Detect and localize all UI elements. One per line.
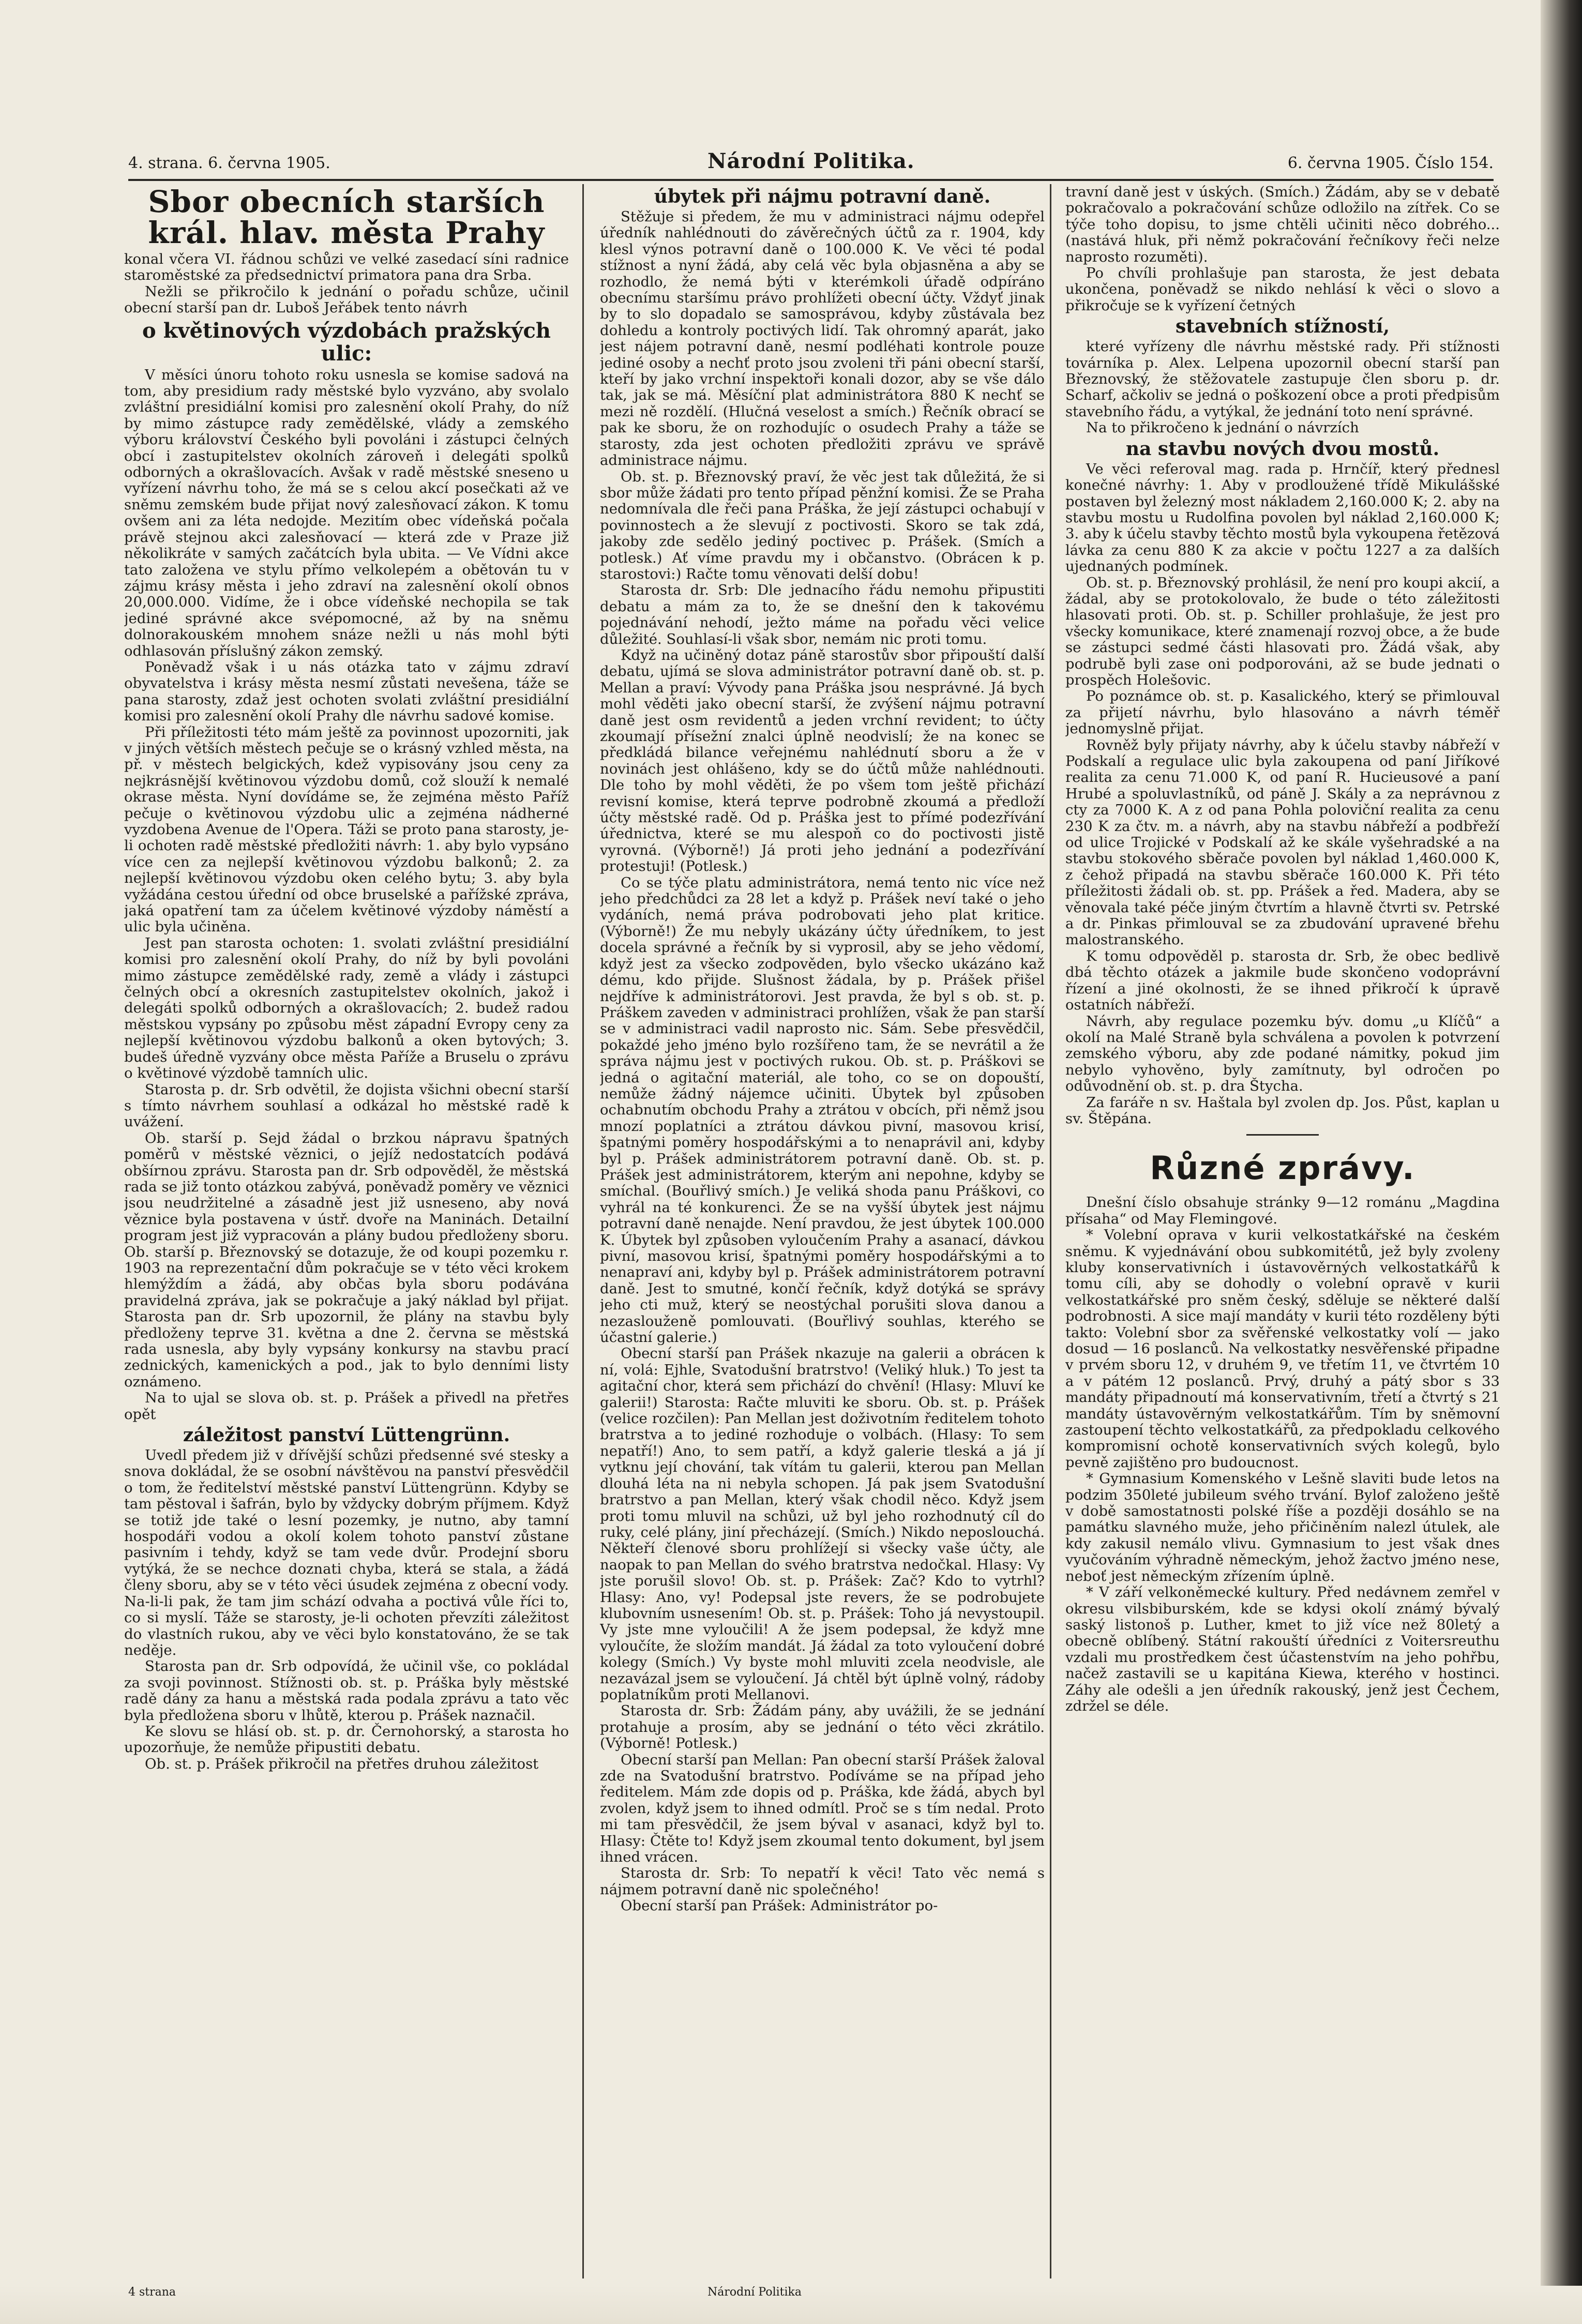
paragraph: Jest pan starosta ochoten: 1. svolati zvláštní presidiální komisi pro zalesnění okolí Prahy, do níž by byli povoláni mimo zástupce zemědělské rady, země a vlády i zástupci čelných obcí a okresních zastupitelstev okolních, jakož i delegáti spolků odborných a okrašlovacích; 2. budež radou městskou vypsány po způsobu měst západní Evropy ceny za nejlepší květinovou výzdobu balkonů a oken bytových; 3. budeš úředně vyzvány obce města Paříže a Bruselu o zprávu o květinové výzdobě tamních ulic. bbox=[124, 934, 569, 1082]
page-edge-shadow bbox=[1541, 0, 1582, 2324]
paragraph: Ob. st. p. Prášek přikročil na přetřes druhou záležitost bbox=[145, 1755, 539, 1772]
paragraph: Starosta p. dr. Srb odvětil, že dojista všichni obecní starší s tímto návrhem souhlasí a odkázal ho městské radě k uvážení. bbox=[124, 1081, 569, 1130]
paragraph: Na to ujal se slova ob. st. p. Prášek a přivedl na přetřes opět bbox=[124, 1390, 569, 1423]
page-footer bbox=[128, 2286, 1494, 2306]
paragraph: Starosta pan dr. Srb odpovídá, že učinil vše, co pokládal za svoji povinnost. Stížnosti ob. st. p. Práška byly městské radě dány za hanu a městská rada podala zprávu a tato věc byla předložena sboru v lhůtě, kterou p. Prášek naznačil. bbox=[124, 1658, 569, 1724]
paragraph: travní daně jest v úských. (Smích.) Žádám, aby se v debatě pokračovalo a pokračování schůze odložilo na zítřek. Co se týče toho dopisu, to jsme chtěli učiniti něco dobrého... (nastává hluk, při němž pokračování řečníkovy řeči nelze naprosto rozuměti). bbox=[1065, 184, 1500, 265]
section-title: Různé zprávy. bbox=[1150, 1149, 1415, 1187]
paragraph: Při příležitosti této mám ještě za povinnost upozorniti, jak v jiných větších městech pečuje se o krásný vzhled města, na př. v městech belgických, kdež vypisovány jsou ceny za nejkrásnější květinovou výzdobu domů, což slouží k nemalé okrase města. Nyní dovídáme se, že zejména město Paříž pečuje o květinovou výzdobu ulic a zejména nádherné vyzdobena Avenue de l'Opera. Táži se proto pana starosty, je-li ochoten radě městské předložiti návrh: 1. aby bylo vypsáno více cen za nejlepší květinovou výzdobu balkonů; 2. za nejlepší květinovou výzdobu oken celého bytu; 3. aby byla vyžádána cestou úřední od obce bruselské a pařížské zpráva, jaká opatření tam za účelem květinové výzdoby náměstí a ulic byla učiněna. bbox=[124, 723, 569, 935]
subheading: záležitost panství Lüttengrünn. bbox=[183, 1424, 510, 1446]
paragraph: V měsíci únoru tohoto roku usnesla se komise sadová na tom, aby presidium rady městské bylo vyzváno, aby svolalo zvláštní presidiální komisi pro zalesnění okolí Prahy, do níž by mimo zástupce rady zemědělské, vlády a zemského výboru království Českého byli povoláni i zástupci čelných obcí i zastupitelstev okolních zároveň i delegáti spolků odborných a okrašlovacích. Avšak v radě městské sneseno u vyřízení návrhu toho, že má se s celou akcí posečkati až ve sněmu zemském bude přijat nový zalesňovací zákon. K tomu ovšem ani za léta nedojde. Mezitím obec vídeňská počala právě stejnou akci zalesňovací — která zde v Praze již několikráte v samých začátcích byla ubita. — Ve Vídni akce tato založena ve stylu přímo velkolepém a obětován tu v zájmu krásy města i jeho zdraví na zalesnění okolí obnos 20,000.000. Vidíme, že i obce vídeňské nechopila se tak jediné správné akce svépomocné, až by na sněmu dolnorakouském mnohem snáze nežli u nás mohl býti odhlasován příslušný zákon zemský. bbox=[124, 366, 569, 659]
paragraph: Uvedl předem již v dřívější schůzi předsenné své stesky a snova dokládal, že se osobní návštěvou na panství přesvědčil o tom, že ředitelství městské panství Lüttengrünn. Kdyby se tam pěstoval i šafrán, bylo by vždycky dobrým příjmem. Když se totiž jde také o lesní pozemky, je nutno, aby tamní hospodáři vodou a okolí kolem tohoto panství zůstane pasivním i tehdy, když se tam vede dvůr. Prodejní sboru vytýká, že se nechce doznati chyba, která se stala, a žádá členy sboru, aby se v této věci úsudek zejména z obecní vody. Na-li-li pak, že tam jim schází odvaha a poctivá vůle říci to, co si myslí. Táže se starosty, je-li ochoten převzíti záležitost do vlastních rukou, aby ve věci bylo konstatováno, že se tak neděje. bbox=[124, 1447, 569, 1658]
page-header bbox=[128, 149, 1494, 180]
header-left: 4. strana. 6. června 1905. bbox=[128, 154, 330, 172]
subheading: na stavbu nových dvou mostů. bbox=[1125, 437, 1440, 460]
paragraph: Dnešní číslo obsahuje stránky 9—12 románu „Magdina přísaha“ od May Flemingové. bbox=[1065, 1194, 1500, 1227]
paragraph: Návrh, aby regulace pozemku býv. domu „u Klíčů“ a okolí na Malé Straně byla schválena a povolen k potvrzení zemského výboru, aby zde podané námitky, pokud jim nebylo vyhověno, byly zamítnuty, byl odročen po odůvodnění ob. st. p. dra Štycha. bbox=[1065, 1013, 1500, 1095]
header-rule bbox=[128, 179, 1494, 181]
paragraph: které vyřízeny dle návrhu městské rady. Při stížnosti továrníka p. Alex. Lelpena upozornil obecní starší pan Březnovský, že stěžovatele zastupuje člen sboru p. dr. Scharf, ačkoliv se jedná o poškození obce a proti předpisům stavebního řádu, a vytýkal, že jednání toto není správné. bbox=[1065, 338, 1500, 420]
subheading: úbytek při nájmu potravní daně. bbox=[654, 186, 991, 207]
article-title: Sbor obecních starších král. hlav. města Prahy bbox=[148, 184, 545, 250]
paragraph: Poněvadž však i u nás otázka tato v zájmu zdraví obyvatelstva i krásy města nesmí zůstati nevešena, táže se pana starosty, zdaž jest ochoten svolati zvláštní presidiální komisi pro zalesnění okolí Prahy dle návrhu sadové komise. bbox=[124, 658, 569, 725]
column-3 bbox=[1065, 184, 1500, 2278]
paragraph: Stěžuje si předem, že mu v administraci nájmu odepřel úředník nahlédnouti do závěrečných účtů za r. 1904, kdy klesl výnos potravní daně o 100.000 K. Ve věci té podal stížnost a nyní žádá, aby celá věc byla objasněna a aby se rozhodlo, že nemá býti v kterémkoli úřadě odpíráno obecnímu staršímu právo prohlížeti obecní účty. Vždyť jinak by to slo dopadalo se samosprávou, kdyby zůstávala bez dohledu a kontroly poctivých lidí. Tak ohromný aparát, jako jest nájem potravní daně, nesmí podléhati kontrole pouze jediné osoby a nechť proto jsou zvoleni tři páni obecní starší, kteří by jako vrchní inspektoři konali dozor, aby se vše dálo tak, jak se má. Měsíční plat administrátora 880 K nechť se mezi ně rozdělí. (Hlučná veselost a smích.) Řečník obrací se pak ke sboru, že on rozhodujíc o osudech Prahy a táže se starosty, zda jest ochoten předložiti zprávu ve správě administrace nájmu. bbox=[600, 208, 1045, 469]
paragraph: Ob. st. p. Březnovský prohlásil, že není pro koupi akcií, a žádal, aby se protokolovalo, že bude o této záležitosti hlasovati proti. Ob. st. p. Schiller prohlašuje, že jest pro všecky komunikace, které znamenají rozvoj obce, a že bude se zástupci sedmé části hlasovati pro. Žádá však, aby podrubě byli zase oni podporováni, až se bude jednati o prospěch Holešovic. bbox=[1065, 574, 1500, 688]
paragraph: Rovněž byly přijaty návrhy, aby k účelu stavby nábřeží v Podskalí a regulace ulic byla zakoupena od paní Jiříkové realita za cenu 71.000 K, od paní R. Hucieusové a paní Hrubé a spoluvlastníků, od páně J. Skály a za neprávnou z cty za 7000 K. A z od pana Pohla poloviční realita za cenu 230 K za čtv. m. a návrh, aby na stavbu nábřeží a podbřeží od ulice Trojické v Podskalí až ke skále vyšehradské a na stavbu stokového sběrače povolen byl náklad 1,460.000 K, z čehož připadá na stavbu sběrače 160.000 K. Při této příležitosti žádali ob. st. pp. Prášek a řed. Madera, aby se věnovala také péče jiným čtvrtím a hlavně čtvrti sv. Petrské a dr. Pinkas přimlouval se za zbudování upravené břehu malostranského. bbox=[1065, 736, 1500, 948]
paragraph: * V září velkoněmecké kultury. Před nedávnem zemřel v okresu vilsbiburském, kde se kdysi okolí známý bývalý saský listonoš p. Luther, kmet to již více než 80letý a obecně oblíbený. Státní rakouští úředníci z Voitersreuthu vzdali mu prostředkem čest účastenstvím na jeho pohřbu, načež zastavili se u kapitána Kiewa, kterého v hostinci. Záhy ale odešli a jen úředník rakouský, jenž jest Čechem, zdržel se déle. bbox=[1065, 1584, 1500, 1714]
paragraph: Ve věci referoval mag. rada p. Hrnčíř, který přednesl konečné návrhy: 1. Aby v prodloužené třídě Mikulášské postaven byl železný most nákladem 2,160.000 K; 2. aby na stavbu mostu u Rudolfina povolen byl náklad 2,160.000 K; 3. aby k účelu stavby těchto mostů byla vykoupena řetězová lávka za cenu 880 K za akcie v počtu 1227 a za dalších ujednaných podmínek. bbox=[1065, 460, 1500, 575]
paragraph: * Volební oprava v kurii velkostatkářské na českém sněmu. K vyjednávání obou subkomitétů, jež byly zvoleny kluby konservativních i ústavověrných velkostatkářů k tomu cíli, aby se dohodly o volební opravě v kurii velkostatkářské pro sněm český, sděluje se některé další podrobnosti. A sice mají mandáty v kurii této rozděleny býti takto: Volební sbor za svěřenské velkostatky volí — jako dosud — 16 poslanců. Na velkostatky nesvěřenské připadne v prvém sboru 12, v druhém 9, ve třetím 11, ve čtvrtém 10 a v pátém 12 poslanců. Prvý, druhý a pátý sbor s 33 mandáty připadnoutí má konservativním, třetí a čtvrtý s 21 mandáty ústavověrným velkostatkářům. Tím by sněmovní zastoupení těchto velkostatkářů, za předpokladu celkového kompromisní ochotě konservativních svých kolegů, bylo pevně zajištěno pro budoucnost. bbox=[1065, 1227, 1500, 1471]
column-rule bbox=[1050, 184, 1051, 2278]
subheading: stavebních stížností, bbox=[1176, 315, 1390, 338]
paragraph: Na to přikročeno k jednání o návrzích bbox=[1086, 419, 1359, 436]
divider bbox=[1246, 1134, 1319, 1136]
paragraph: Po chvíli prohlašuje pan starosta, že jest debata ukončena, poněvadž se nikdo nehlásí k věci o slovo a přikročuje se k vyřízení četných bbox=[1065, 265, 1500, 314]
paragraph: Nežli se přikročilo k jednání o pořadu schůze, učinil obecní starší pan dr. Luboš Jeřábek tento návrh bbox=[124, 283, 569, 316]
column-rule bbox=[582, 184, 584, 2278]
paragraph: konal včera VI. řádnou schůzi ve velké zasedací síni radnice staroměstské za předsednictví primatora pana dra Srba. bbox=[124, 251, 569, 284]
paragraph: Ob. starší p. Sejd žádal o brzkou nápravu špatných poměrů v městské věznici, o jejíž nedostatcích podává obšírnou zprávu. Starosta pan dr. Srb odpověděl, že městská rada se již tonto otázkou zabývá, poněvadž poměry ve věznici jsou neudržitelné a zásadně jest již usneseno, aby nová věznice byla postavena v ústř. dvoře na Maninách. Detailní program jest již vypracován a plány budou předloženy sboru. Ob. starší p. Březnovský se dotazuje, že od koupi pozemku r. 1903 na reprezentační dům pokračuje se v této věci krokem hlemýždím a žádá, aby občas byla sboru podávána pravidelná zpráva, jak se pokračuje a jaký náklad byl přijat. Starosta pan dr. Srb upozornil, že plány na stavbu byly předloženy teprve 31. května a dne 2. června se městská rada usnesla, aby byly vypsány konkursy na stavbu prací zednických, kamenických a pod., jak to bylo denními listy oznámeno. bbox=[124, 1129, 569, 1390]
paragraph: Obecní starší pan Prášek: Administrátor po- bbox=[621, 1897, 938, 1914]
paragraph: Co se týče platu administrátora, nemá tento nic více než jeho předchůdci za 28 let a když p. Prášek neví také o jeho vydáních, nemá práva podrobovati jeho plat kritice. (Výborně!) Že mu nebyly ukázány účty úředníkem, to jest docela správné a řečník by si vyprosil, aby se jeho vědomí, když jest za všecko zodpověden, bylo všecko ukázáno kaž dému, kdo přijde. Slušnost žádala, by p. Prášek přišel nejdříve k administrátorovi. Jest pravda, že byl s ob. st. p. Práškem zaveden v administraci prohlížen, však že pan starší se v administraci vadil naprosto nic. Sám. Sebe přesvědčil, pokaždé jeho jméno bylo rozšířeno tam, že se nevrátil a že správa nájmu jest v poctivých rukou. Ob. st. p. Práškovi se jedná o agitační materiál, ale toho, co se on dopouští, nemůže žádný nájemce učiniti. Úbytek byl způsoben ochabnutím obchodu Prahy a ztrátou v obcích, při němž jsou mnozí poplatníci a ztrátou dávkou pivní, masovou krisí, špatnými poměry hospodářskými a to nenaprávil ani, kdyby byl p. Prášek administrátorem potravní daně. Ob. st. p. Prášek jest administrátorem, kterým ani nepohne, kdyby se smíchal. (Bouřlivý smích.) Je veliká shoda panu Práškovi, co vyhrál na té konkurenci. Že se na vyšší úbytek jest nájmu potravní daně nenajde. Není pravdou, že jest úbytek 100.000 K. Úbytek byl způsoben vyloučením Prahy a asanací, dávkou pivní, masovou krisí, špatnými poměry hospodářskými a to nenapraví ani, kdyby byl p. Prášek administrátorem potravní daně. Jest to smutné, končí řečník, když dotýká se správy jeho cti muž, který se neostýchal porušiti slova danou a nezaslouženě pomlouvati. (Bouřlivý souhlas, kterého se účastní galerie.) bbox=[600, 874, 1045, 1346]
paragraph: Po poznámce ob. st. p. Kasalického, který se přimlouval za přijetí návrhu, bylo hlasováno a návrh téměř jednomyslně přijat. bbox=[1065, 688, 1500, 737]
masthead: Národní Politika. bbox=[707, 149, 915, 173]
footer-left: 4 strana bbox=[128, 2286, 176, 2299]
paragraph: Obecní starší pan Mellan: Pan obecní starší Prášek žaloval zde na Svatodušní bratrstvo. Podíváme se na případ jeho ředitelem. Mám zde dopis od p. Práška, kde žádá, abych byl zvolen, když jsem to ihned odmítl. Proč se s tím nedal. Proto mi tam přesvědčil, že jsem býval v asanaci, když byl to. Hlasy: Čtěte to! Když jsem zkoumal tento dokument, byl jsem ihned vrácen. bbox=[600, 1751, 1045, 1866]
column-1 bbox=[124, 184, 569, 2278]
paragraph: Za faráře n sv. Haštala byl zvolen dp. Jos. Půst, kaplan u sv. Štěpána. bbox=[1065, 1094, 1500, 1127]
paragraph: * Gymnasium Komenského v Lešně slaviti bude letos na podzim 350leté jubileum svého trvání. Bylof založeno ještě v době samostatnosti polské říše a později dosáhlo se na památku slavného muže, jeho přičiněním nalezl útulek, ale kdy zakusil nemálo vlivu. Gymnasium to jest však dnes vyučováním výhradně německým, jehož žactvo jméno nese, neboť jest německým zřízením úplně. bbox=[1065, 1470, 1500, 1584]
paragraph: Obecní starší pan Prášek nkazuje na galerii a obrácen k ní, volá: Ejhle, Svatodušní bratrstvo! (Veliký hluk.) To jest ta agitační chor, která sem přichází do chvění! (Hlasy: Mluví ke galerii!) Starosta: Račte mluviti ke sboru. Ob. st. p. Prášek (velice rozčilen): Pan Mellan jest doživotním ředitelem tohoto bratrstva a to jediné rozhoduje o volbách. (Hlasy: To sem nepatří!) Ano, to sem patří, a když galerie tleská a já jí vytknu její chování, tak vítám tu galerii, kterou pan Mellan dlouhá léta na ni nebyla schopen. Já pak jsem Svatodušní bratrstvo a pan Mellan, který však chodil něco. Když jsem proti tomu mluvil na schůzi, už byl jeho rozhodnutý cíl do ruky, celé plány, jiní přecházejí. (Smích.) Nikdo neposlouchá. Někteří členové sboru prohlížejí si všecky vaše účty, ale naopak to pan Mellan do svého bratrstva nedočkal. Hlasy: Vy jste porušil slovo! Ob. st. p. Prášek: Zač? Kdo to vytrhl? Hlasy: Ano, vy! Podepsal jste revers, že se podrobujete klubovním usnesením! Ob. st. p. Prášek: Toho já nevystoupil. Vy jste mne vyloučili! A že jsem podepsal, že když mne vyloučíte, že složím mandát. Já žádal za toto vyloučení dobré kolegy (Smích.) Vy byste mohl mluviti zcela neodvisle, ale nezavázal jsem se vyloučení. Já chtěl být úplně volný, rádoby poplatníkům proti Mellanovi. bbox=[600, 1345, 1045, 1703]
paragraph: Starosta dr. Srb: To nepatří k věci! Tato věc nemá s nájmem potravní daně nic společného! bbox=[600, 1865, 1045, 1898]
paragraph: Starosta dr. Srb: Žádám pány, aby uvážili, že se jednání protahuje a prosím, aby se jednání o této věci zkrátilo. (Výborně! Potlesk.) bbox=[600, 1702, 1045, 1752]
paragraph: Starosta dr. Srb: Dle jednacího řádu nemohu připustiti debatu a mám za to, že se dnešní den k takovému pojednávání nehodí, ježto máme na pořadu věci velice důležité. Souhlasí-li však sbor, nemám nic proti tomu. bbox=[600, 582, 1045, 647]
paragraph: Ke slovu se hlásí ob. st. p. dr. Černohorský, a starosta ho upozorňuje, že nemůže připustiti debatu. bbox=[124, 1723, 569, 1756]
footer-right: Národní Politika bbox=[707, 2286, 802, 2299]
subheading: o květinových výzdobách pražských ulic: bbox=[142, 318, 551, 366]
paragraph: Když na učiněný dotaz páně starostův sbor připouští další debatu, ujímá se slova administrátor potravní daně ob. st. p. Mellan a praví: Vývody pana Práška jsou nesprávné. Já bych mohl věděti jako obecní starší, že zvýšení nájmu potravní daně jest osm revidentů a jeden vrchní revident; to účty zkoumají přísežní znalci úplně neodvislí; že na konec se předkládá bilance veřejnému nahlédnutí sboru a že v novinách jest ohlášeno, kdy se do účtů může nahlédnouti. Dle toho by mohl věděti, že po všem tom ještě přichází revisní komise, která teprve podrobně zkoumá a předloží účty městské radě. Od p. Práška jest to přímé podezřívání úřednictva, které se mu alespoň co do poctivosti jistě vyrovná. (Výborně!) Já proti jeho jednání a podezřívání protestuji! (Potlesk.) bbox=[600, 646, 1045, 875]
header-right: 6. června 1905. Číslo 154. bbox=[1287, 154, 1494, 172]
paragraph: K tomu odpověděl p. starosta dr. Srb, že obec bedlivě dbá těchto otázek a jakmile bude skončeno vodoprávní řízení a jiné okolnosti, že se ihned přikročí k úpravě ostatních nábřeží. bbox=[1065, 947, 1500, 1014]
paragraph: Ob. st. p. Březnovský praví, že věc jest tak důležitá, že si sbor může žádati pro tento případ pěnžní komisi. Že se Praha nedomnívala dle řeči pana Práška, že její zástupci ochabují v povinnostech a že slevují z poctivosti. Skoro se tak zdá, jakoby zde sedělo jediný poctivec p. Prášek. (Smích a potlesk.) Ať víme pravdu my i občanstvo. (Obrácen k p. starostovi:) Račte tomu věnovati delší dobu! bbox=[600, 468, 1045, 582]
column-2 bbox=[600, 184, 1045, 2278]
